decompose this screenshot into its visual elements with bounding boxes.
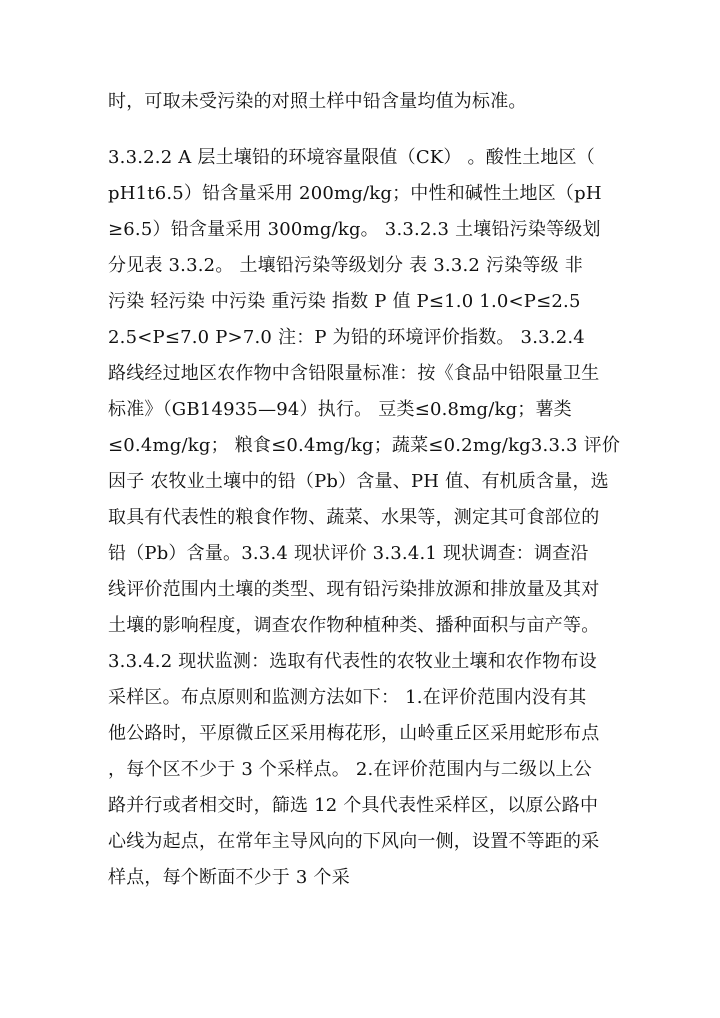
text-line-12: 取具有代表性的粮食作物、蔬菜、水果等，测定其可食部位的 xyxy=(108,507,600,528)
text-line-9: 标准》（GB14935—94）执行。 豆类≤0.8mg/kg；薯类 xyxy=(108,399,572,420)
text-line-8: 路线经过地区农作物中含铅限量标准：按《食品中铅限量卫生 xyxy=(108,363,600,384)
text-line-21: 心线为起点，在常年主导风向的下风向一侧，设置不等距的采 xyxy=(108,831,600,852)
text-line-14: 线评价范围内土壤的类型、现有铅污染排放源和排放量及其对 xyxy=(108,579,600,600)
text-line-17: 采样区。布点原则和监测方法如下： 1.在评价范围内没有其 xyxy=(108,687,587,708)
text-line-18: 他公路时，平原微丘区采用梅花形，山岭重丘区采用蛇形布点 xyxy=(108,723,600,744)
text-line-5: 分见表 3.3.2。 土壤铅污染等级划分 表 3.3.2 污染等级 非 xyxy=(108,255,583,276)
text-line-10: ≤0.4mg/kg； 粮食≤0.4mg/kg；蔬菜≤0.2mg/kg3.3.3 评价 xyxy=(108,435,620,456)
text-line-3: pH1t6.5）铅含量采用 200mg/kg；中性和碱性土地区（pH xyxy=(108,183,602,204)
text-line-13: 铅（Pb）含量。3.3.4 现状评价 3.3.4.1 现状调查：调查沿 xyxy=(108,543,589,564)
text-line-4: ≥6.5）铅含量采用 300mg/kg。 3.3.2.3 土壤铅污染等级划 xyxy=(108,219,601,240)
text-line-6: 污染 轻污染 中污染 重污染 指数 P 值 P≤1.0 1.0<P≤2.5 xyxy=(108,291,581,312)
text-line-11: 因子 农牧业土壤中的铅（Pb）含量、PH 值、有机质含量，选 xyxy=(108,471,609,492)
text-line-22: 样点，每个断面不少于 3 个采 xyxy=(108,867,350,888)
text-line-15: 土壤的影响程度，调查农作物种植种类、播种面积与亩产等。 xyxy=(108,615,600,636)
text-line-20: 路并行或者相交时，篩选 12 个具代表性采样区，以原公路中 xyxy=(108,795,599,816)
text-line-16: 3.3.4.2 现状监测：选取有代表性的农牧业土壤和农作物布设 xyxy=(108,651,597,672)
text-line-2: 3.3.2.2 A 层土壤铅的环境容量限值（CK） 。酸性土地区（ xyxy=(108,147,595,168)
text-line-19: ，每个区不少于 3 个采样点。 2.在评价范围内与二级以上公 xyxy=(108,759,592,780)
text-line-1: 时，可取未受污染的对照土样中铅含量均值为标准。 xyxy=(108,91,527,112)
text-line-7: 2.5<P≤7.0 P>7.0 注：P 为铅的环境评价指数。 3.3.2.4 xyxy=(108,327,585,348)
